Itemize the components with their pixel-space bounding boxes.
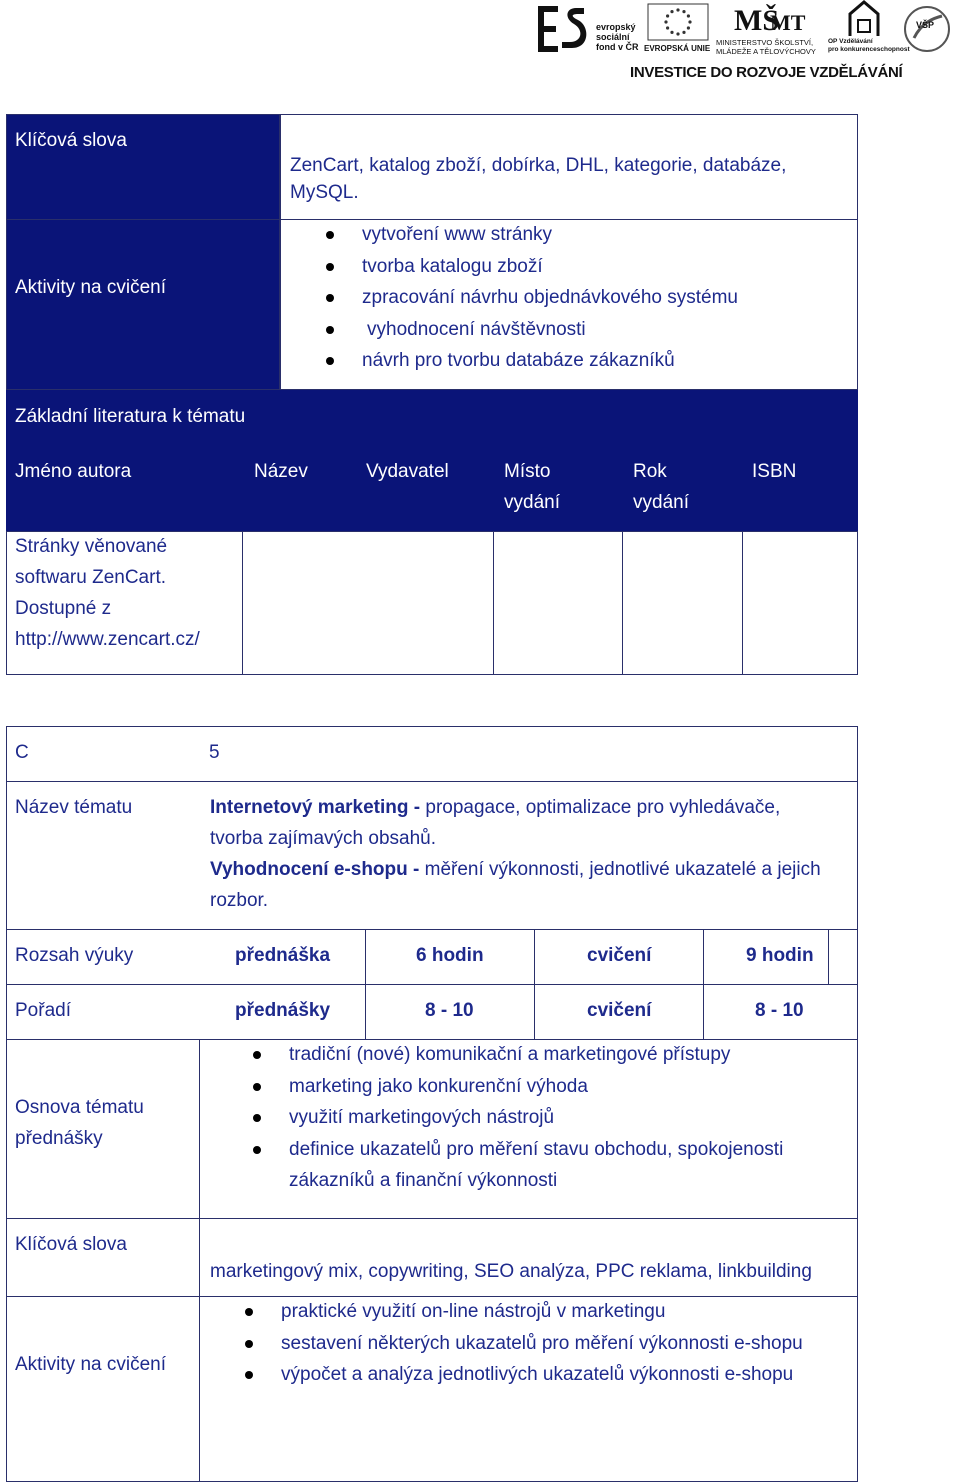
order-lecture: přednášky	[235, 1000, 331, 1021]
lit-row-author: Stránky věnované softwaru ZenCart. Dostupné z http://www.zencart.cz/	[15, 536, 200, 650]
list-item: zpracování návrhu objednávkového systému	[326, 282, 846, 314]
list-item: tvorba katalogu zboží	[326, 251, 846, 283]
vsp-logo	[902, 4, 952, 54]
list-item: výpočet a analýza jednotlivých ukazatelů výkonnosti e-shopu	[245, 1359, 845, 1391]
bottom-activities-label: Aktivity na cvičení	[15, 1354, 166, 1375]
topic-name-label: Název tématu	[15, 797, 133, 818]
order-exercise-range: 8 - 10	[755, 1000, 804, 1021]
esf-line-3: fond v ČR	[596, 42, 639, 52]
scope-label: Rozsah výuky	[15, 945, 134, 966]
literature-heading: Základní literatura k tématu	[15, 406, 246, 427]
scope-exercise: cvičení	[587, 945, 652, 966]
col-author: Jméno autora	[15, 461, 132, 482]
scope-exercise-hours: 9 hodin	[746, 945, 814, 966]
bottom-keywords-label: Klíčová slova	[15, 1234, 127, 1255]
topic-name-value: Internetový marketing - propagace, optimalizace pro vyhledávače, tvorba zajímavých obsahů. Vyhodnocení e-shopu - měření výkonnosti, jednotlivé ukazatelé a jejich rozbor.	[210, 797, 821, 911]
top-keywords-label: Klíčová slova	[15, 130, 127, 151]
svg-text:MŠ: MŠ	[734, 4, 779, 36]
list-item-continuation: zákazníků a finanční výkonnosti	[289, 1170, 558, 1191]
esf-line-1: evropský	[596, 22, 636, 32]
list-item: návrh pro tvorbu databáze zákazníků	[326, 345, 846, 377]
msmt-line-1: MINISTERSTVO ŠKOLSTVÍ,	[716, 38, 814, 47]
col-isbn: ISBN	[752, 461, 797, 482]
esf-logo	[530, 2, 640, 56]
outline-label: Osnova tématu přednášky	[15, 1097, 144, 1149]
list-item: definice ukazatelů pro měření stavu obchodu, spokojenosti	[253, 1134, 853, 1166]
svg-text:MT: MT	[770, 10, 806, 35]
op-logo	[828, 0, 910, 56]
order-label: Pořadí	[15, 1000, 71, 1021]
msmt-mark-icon	[716, 0, 826, 36]
outline-list	[253, 1039, 853, 1197]
bottom-activities-list	[245, 1296, 845, 1391]
list-item: využití marketingových nástrojů	[253, 1102, 853, 1134]
msmt-line-2: MLÁDEŽE A TĚLOVÝCHOVY	[716, 47, 816, 56]
list-item: tradiční (nové) komunikační a marketingové přístupy	[253, 1039, 853, 1071]
order-lecture-range: 8 - 10	[425, 1000, 474, 1021]
code-row	[6, 726, 858, 782]
op-line-2: pro konkurenceschopnost	[828, 46, 910, 53]
slogan: INVESTICE DO ROZVOJE VZDĚLÁVÁNÍ	[630, 64, 903, 81]
code-value: 5	[209, 742, 220, 763]
header-logos	[530, 0, 960, 90]
eu-logo	[644, 2, 712, 54]
op-house-icon	[828, 0, 900, 38]
col-publisher: Vydavatel	[366, 461, 449, 482]
scope-lecture-hours: 6 hodin	[416, 945, 484, 966]
col-title: Název	[254, 461, 308, 482]
esf-line-2: sociální	[596, 32, 630, 42]
msmt-logo	[716, 0, 826, 56]
list-item: vyhodnocení návštěvnosti	[326, 314, 846, 346]
eu-label: EVROPSKÁ UNIE	[644, 44, 711, 53]
order-exercise: cvičení	[587, 1000, 652, 1021]
list-item: sestavení některých ukazatelů pro měření výkonnosti e-shopu	[245, 1328, 845, 1360]
vsp-label: VŠP	[916, 20, 935, 30]
op-line-1: OP Vzdělávání	[828, 38, 873, 45]
col-year: Rok vydání	[633, 461, 689, 513]
list-item: vytvoření www stránky	[326, 219, 846, 251]
top-activities-label-cell	[6, 219, 280, 390]
code-label: C	[15, 742, 29, 763]
bottom-keywords-value: marketingový mix, copywriting, SEO analýza, PPC reklama, linkbuilding	[210, 1261, 812, 1282]
top-keywords-value: ZenCart, katalog zboží, dobírka, DHL, kategorie, databáze, MySQL.	[290, 155, 787, 203]
list-item: praktické využití on-line nástrojů v marketingu	[245, 1296, 845, 1328]
scope-lecture: přednáška	[235, 945, 331, 966]
list-item: marketing jako konkurenční výhoda	[253, 1071, 853, 1103]
top-activities-list	[326, 219, 846, 377]
top-activities-label: Aktivity na cvičení	[15, 277, 166, 298]
col-place: Místo vydání	[504, 461, 560, 513]
eu-flag-icon	[644, 2, 712, 42]
esf-mark-icon	[530, 2, 594, 56]
